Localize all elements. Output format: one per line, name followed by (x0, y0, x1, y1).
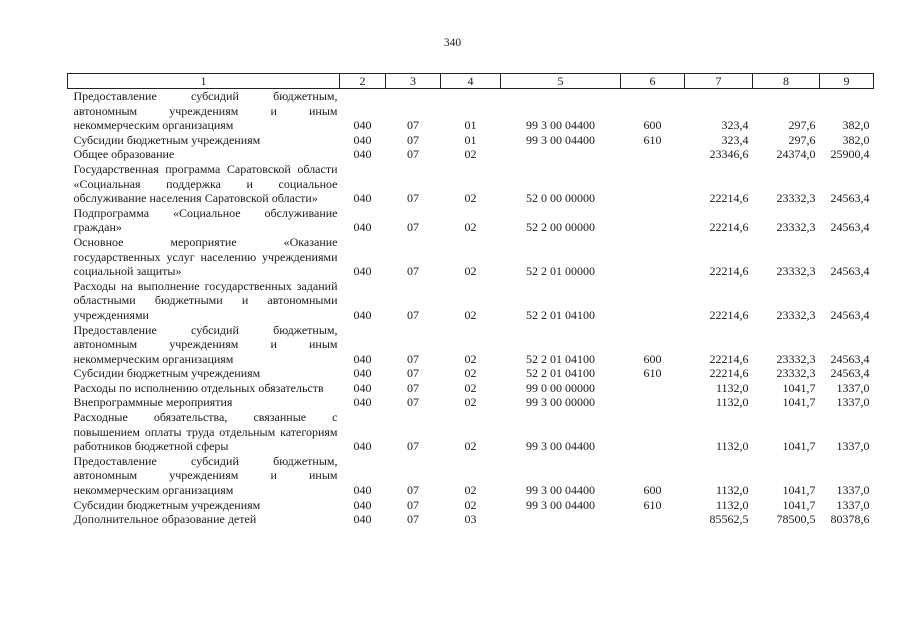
ministry-code-cell: 040 (353, 366, 372, 381)
ministry-code-cell: 040 (353, 307, 372, 322)
amount-col7-cell: 85562,5 (709, 512, 749, 527)
section-code-cell: 07 (407, 307, 419, 322)
target-article-cell: 99 0 00 00000 (526, 380, 595, 395)
section-code-cell: 07 (407, 191, 419, 206)
budget-table (67, 73, 874, 527)
target-article-cell: 99 3 00 04400 (526, 118, 595, 133)
expense-type-cell: 610 (643, 132, 662, 147)
table-row (68, 206, 874, 235)
ministry-code-cell: 040 (353, 264, 372, 279)
expense-name-cell: Субсидии бюджетным учреждениям (73, 132, 261, 147)
expense-name-cell: Предоставление субсидий бюджетным, автономным учреждениям и иным некоммерческим организациям (73, 322, 338, 366)
table-row (68, 162, 874, 206)
section-code-cell: 07 (407, 380, 419, 395)
subsection-code-cell: 02 (464, 395, 477, 410)
target-article-cell: 52 2 01 00000 (526, 264, 595, 279)
table-row (68, 235, 874, 279)
column-header-1: 1 (68, 74, 340, 89)
expense-name-cell: Внепрограммные мероприятия (73, 395, 233, 410)
amount-col8-cell: 297,6 (788, 118, 816, 133)
subsection-code-cell: 02 (464, 147, 477, 162)
column-header-7: 7 (685, 74, 753, 89)
target-article-cell: 52 0 00 00000 (526, 191, 595, 206)
expense-name-cell: Подпрограмма «Социальное обслуживание граждан» (73, 205, 338, 235)
expense-name-cell: Основное мероприятие «Оказание государственных услуг населению учреждениями социальной защиты» (73, 234, 338, 279)
target-article-cell: 52 2 01 04100 (526, 307, 595, 322)
amount-col7-cell: 22214,6 (709, 264, 749, 279)
target-article-cell: 52 2 01 04100 (526, 366, 595, 381)
expense-type-cell (621, 162, 685, 206)
expense-type-cell: 600 (643, 351, 662, 366)
header-row (68, 74, 874, 89)
amount-col9-cell: 24563,4 (830, 307, 870, 322)
table-row (68, 381, 874, 396)
expense-type-cell (621, 410, 685, 454)
expense-type-cell: 600 (643, 483, 662, 498)
ministry-code-cell: 040 (353, 118, 372, 133)
table-row (68, 89, 874, 133)
amount-col8-cell: 1041,7 (782, 395, 816, 410)
target-article-cell: 99 3 00 00000 (526, 395, 595, 410)
expense-type-cell (621, 381, 685, 396)
target-article-cell (501, 147, 621, 162)
table-row (68, 133, 874, 148)
ministry-code-cell: 040 (353, 147, 372, 162)
table-row (68, 147, 874, 162)
amount-col9-cell: 24563,4 (830, 191, 870, 206)
amount-col8-cell: 1041,7 (782, 380, 816, 395)
table-row (68, 454, 874, 498)
section-code-cell: 07 (407, 483, 419, 498)
amount-col8-cell: 23332,3 (776, 307, 816, 322)
expense-type-cell (621, 206, 685, 235)
subsection-code-cell: 02 (464, 220, 477, 235)
amount-col8-cell: 297,6 (788, 132, 816, 147)
subsection-code-cell: 02 (464, 483, 477, 498)
column-header-8: 8 (753, 74, 820, 89)
table-row (68, 498, 874, 513)
expense-name-cell: Предоставление субсидий бюджетным, автономным учреждениям и иным некоммерческим организациям (73, 89, 338, 133)
ministry-code-cell: 040 (353, 439, 372, 454)
amount-col9-cell: 24563,4 (830, 220, 870, 235)
expense-type-cell (621, 147, 685, 162)
amount-col8-cell: 78500,5 (776, 512, 816, 527)
amount-col9-cell: 25900,4 (830, 147, 870, 162)
section-code-cell: 07 (407, 264, 419, 279)
amount-col7-cell: 1132,0 (715, 439, 749, 454)
subsection-code-cell: 02 (464, 307, 477, 322)
subsection-code-cell: 03 (464, 512, 477, 527)
amount-col9-cell: 1337,0 (836, 497, 870, 512)
expense-name-cell: Общее образование (73, 147, 175, 162)
amount-col8-cell: 23332,3 (776, 351, 816, 366)
amount-col9-cell: 24563,4 (830, 366, 870, 381)
amount-col9-cell: 24563,4 (830, 264, 870, 279)
target-article-cell (501, 512, 621, 527)
amount-col8-cell: 23332,3 (776, 366, 816, 381)
amount-col7-cell: 23346,6 (709, 147, 749, 162)
amount-col9-cell: 1337,0 (836, 483, 870, 498)
amount-col8-cell: 23332,3 (776, 264, 816, 279)
expense-name-cell: Расходы на выполнение государственных заданий областными бюджетными и автономными учреждениями (73, 278, 338, 322)
column-header-4: 4 (441, 74, 501, 89)
subsection-code-cell: 02 (464, 380, 477, 395)
expense-type-cell (621, 279, 685, 323)
table-row (68, 512, 874, 527)
amount-col7-cell: 1132,0 (715, 380, 749, 395)
subsection-code-cell: 01 (464, 118, 477, 133)
subsection-code-cell: 02 (464, 191, 477, 206)
section-code-cell: 07 (407, 512, 419, 527)
expense-type-cell (621, 395, 685, 410)
subsection-code-cell: 02 (464, 497, 477, 512)
section-code-cell: 07 (407, 118, 419, 133)
subsection-code-cell: 01 (464, 132, 477, 147)
column-header-3: 3 (386, 74, 441, 89)
amount-col9-cell: 382,0 (842, 118, 870, 133)
target-article-cell: 52 2 00 00000 (526, 220, 595, 235)
amount-col9-cell: 1337,0 (836, 395, 870, 410)
expense-type-cell: 610 (643, 366, 662, 381)
column-header-9: 9 (820, 74, 874, 89)
subsection-code-cell: 02 (464, 264, 477, 279)
amount-col7-cell: 323,4 (721, 118, 749, 133)
column-header-5: 5 (501, 74, 621, 89)
amount-col7-cell: 22214,6 (709, 366, 749, 381)
amount-col7-cell: 1132,0 (715, 395, 749, 410)
amount-col9-cell: 80378,6 (830, 512, 870, 527)
amount-col7-cell: 22214,6 (709, 307, 749, 322)
amount-col7-cell: 323,4 (721, 132, 749, 147)
table-row (68, 279, 874, 323)
section-code-cell: 07 (407, 366, 419, 381)
section-code-cell: 07 (407, 220, 419, 235)
amount-col7-cell: 22214,6 (709, 351, 749, 366)
target-article-cell: 52 2 01 04100 (526, 351, 595, 366)
ministry-code-cell: 040 (353, 483, 372, 498)
subsection-code-cell: 02 (464, 366, 477, 381)
expense-type-cell (621, 235, 685, 279)
expense-type-cell (621, 512, 685, 527)
expense-name-cell: Государственная программа Саратовской области «Социальная поддержка и социальное обслуживание населения Саратовской области» (73, 161, 338, 206)
expense-type-cell: 610 (643, 497, 662, 512)
amount-col8-cell: 24374,0 (776, 147, 816, 162)
section-code-cell: 07 (407, 439, 419, 454)
expense-type-cell: 600 (643, 118, 662, 133)
amount-col9-cell: 1337,0 (836, 380, 870, 395)
section-code-cell: 07 (407, 497, 419, 512)
expense-name-cell: Расходные обязательства, связанные с повышением оплаты труда отдельным категориям работников бюджетной сферы (73, 410, 338, 454)
section-code-cell: 07 (407, 351, 419, 366)
ministry-code-cell: 040 (353, 395, 372, 410)
expense-name-cell: Расходы по исполнению отдельных обязательств (73, 380, 324, 395)
expense-name-cell: Дополнительное образование детей (73, 512, 257, 527)
ministry-code-cell: 040 (353, 132, 372, 147)
amount-col8-cell: 23332,3 (776, 191, 816, 206)
expense-name-cell: Субсидии бюджетным учреждениям (73, 497, 261, 512)
amount-col7-cell: 22214,6 (709, 191, 749, 206)
subsection-code-cell: 02 (464, 439, 477, 454)
ministry-code-cell: 040 (353, 351, 372, 366)
column-header-2: 2 (340, 74, 386, 89)
ministry-code-cell: 040 (353, 512, 372, 527)
table-row (68, 366, 874, 381)
subsection-code-cell: 02 (464, 351, 477, 366)
amount-col7-cell: 22214,6 (709, 220, 749, 235)
target-article-cell: 99 3 00 04400 (526, 497, 595, 512)
amount-col8-cell: 23332,3 (776, 220, 816, 235)
ministry-code-cell: 040 (353, 380, 372, 395)
table-row (68, 323, 874, 367)
column-header-6: 6 (621, 74, 685, 89)
expense-name-cell: Предоставление субсидий бюджетным, автономным учреждениям и иным некоммерческим организациям (73, 453, 338, 498)
expense-name-cell: Субсидии бюджетным учреждениям (73, 366, 261, 381)
target-article-cell: 99 3 00 04400 (526, 132, 595, 147)
ministry-code-cell: 040 (353, 191, 372, 206)
section-code-cell: 07 (407, 147, 419, 162)
section-code-cell: 07 (407, 132, 419, 147)
amount-col7-cell: 1132,0 (715, 497, 749, 512)
amount-col8-cell: 1041,7 (782, 439, 816, 454)
amount-col9-cell: 382,0 (842, 132, 870, 147)
amount-col8-cell: 1041,7 (782, 497, 816, 512)
section-code-cell: 07 (407, 395, 419, 410)
amount-col9-cell: 24563,4 (830, 351, 870, 366)
ministry-code-cell: 040 (353, 497, 372, 512)
amount-col8-cell: 1041,7 (782, 483, 816, 498)
amount-col7-cell: 1132,0 (715, 483, 749, 498)
target-article-cell: 99 3 00 04400 (526, 439, 595, 454)
page-number: 340 (443, 37, 462, 49)
target-article-cell: 99 3 00 04400 (526, 483, 595, 498)
amount-col9-cell: 1337,0 (836, 439, 870, 454)
ministry-code-cell: 040 (353, 220, 372, 235)
table-row (68, 395, 874, 410)
table-row (68, 410, 874, 454)
